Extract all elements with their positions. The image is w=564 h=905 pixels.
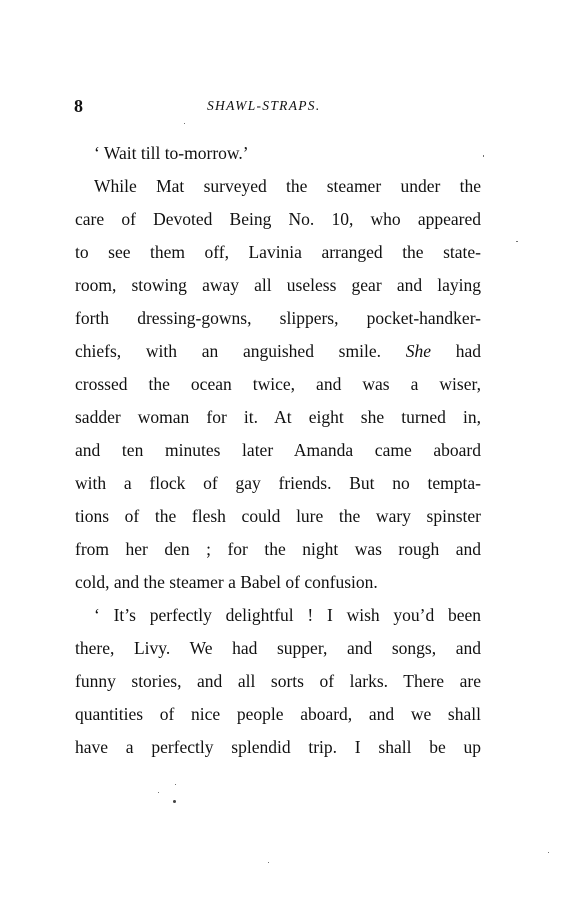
- page-number: 8: [74, 96, 83, 116]
- text-line-11: with a flock of gay friends. But no tempta-: [75, 473, 481, 493]
- text-line-14: cold, and the steamer a Babel of confusion.: [75, 572, 378, 592]
- text-line-5: room, stowing away all useless gear and laying: [75, 275, 481, 295]
- text-line-17: funny stories, and all sorts of larks. There are: [75, 671, 481, 691]
- text-line-3: care of Devoted Being No. 10, who appeared: [75, 209, 481, 229]
- text-line-19: have a perfectly splendid trip. I shall be up: [75, 737, 481, 757]
- text-line-16: there, Livy. We had supper, and songs, and: [75, 638, 481, 658]
- text-line-1: ‘ Wait till to-morrow.’: [94, 143, 249, 163]
- text-line-10: and ten minutes later Amanda came aboard: [75, 440, 481, 460]
- text-line-15: ‘ It’s perfectly delightful ! I wish you’d been: [94, 605, 481, 625]
- ink-speck: [483, 155, 484, 157]
- text-line-13: from her den ; for the night was rough and: [75, 539, 481, 559]
- text-line-8: crossed the ocean twice, and was a wiser,: [75, 374, 481, 394]
- text-line-18: quantities of nice people aboard, and we shall: [75, 704, 481, 724]
- text-line-12: tions of the flesh could lure the wary spinster: [75, 506, 481, 526]
- text-line-4: to see them off, Lavinia arranged the state-: [75, 242, 481, 262]
- ink-speck: [158, 792, 159, 793]
- text-line-6: forth dressing-gowns, slippers, pocket-handker-: [75, 308, 481, 328]
- text-line-2: While Mat surveyed the steamer under the: [94, 176, 481, 196]
- ink-speck: [175, 784, 176, 785]
- running-title: SHAWL-STRAPS.: [207, 98, 321, 113]
- ink-speck: [173, 800, 176, 803]
- text-line-9: sadder woman for it. At eight she turned in,: [75, 407, 481, 427]
- ink-speck: [516, 241, 518, 242]
- text-line-7-start: chiefs, with an anguished smile.: [75, 341, 381, 361]
- text-line-7-end: had: [455, 341, 481, 361]
- ink-speck: [184, 123, 185, 124]
- text-line-7: [75, 340, 481, 364]
- ink-speck: [548, 852, 549, 853]
- page-header: [0, 0, 564, 130]
- ink-speck: [268, 862, 269, 863]
- italic-she: She: [405, 341, 431, 361]
